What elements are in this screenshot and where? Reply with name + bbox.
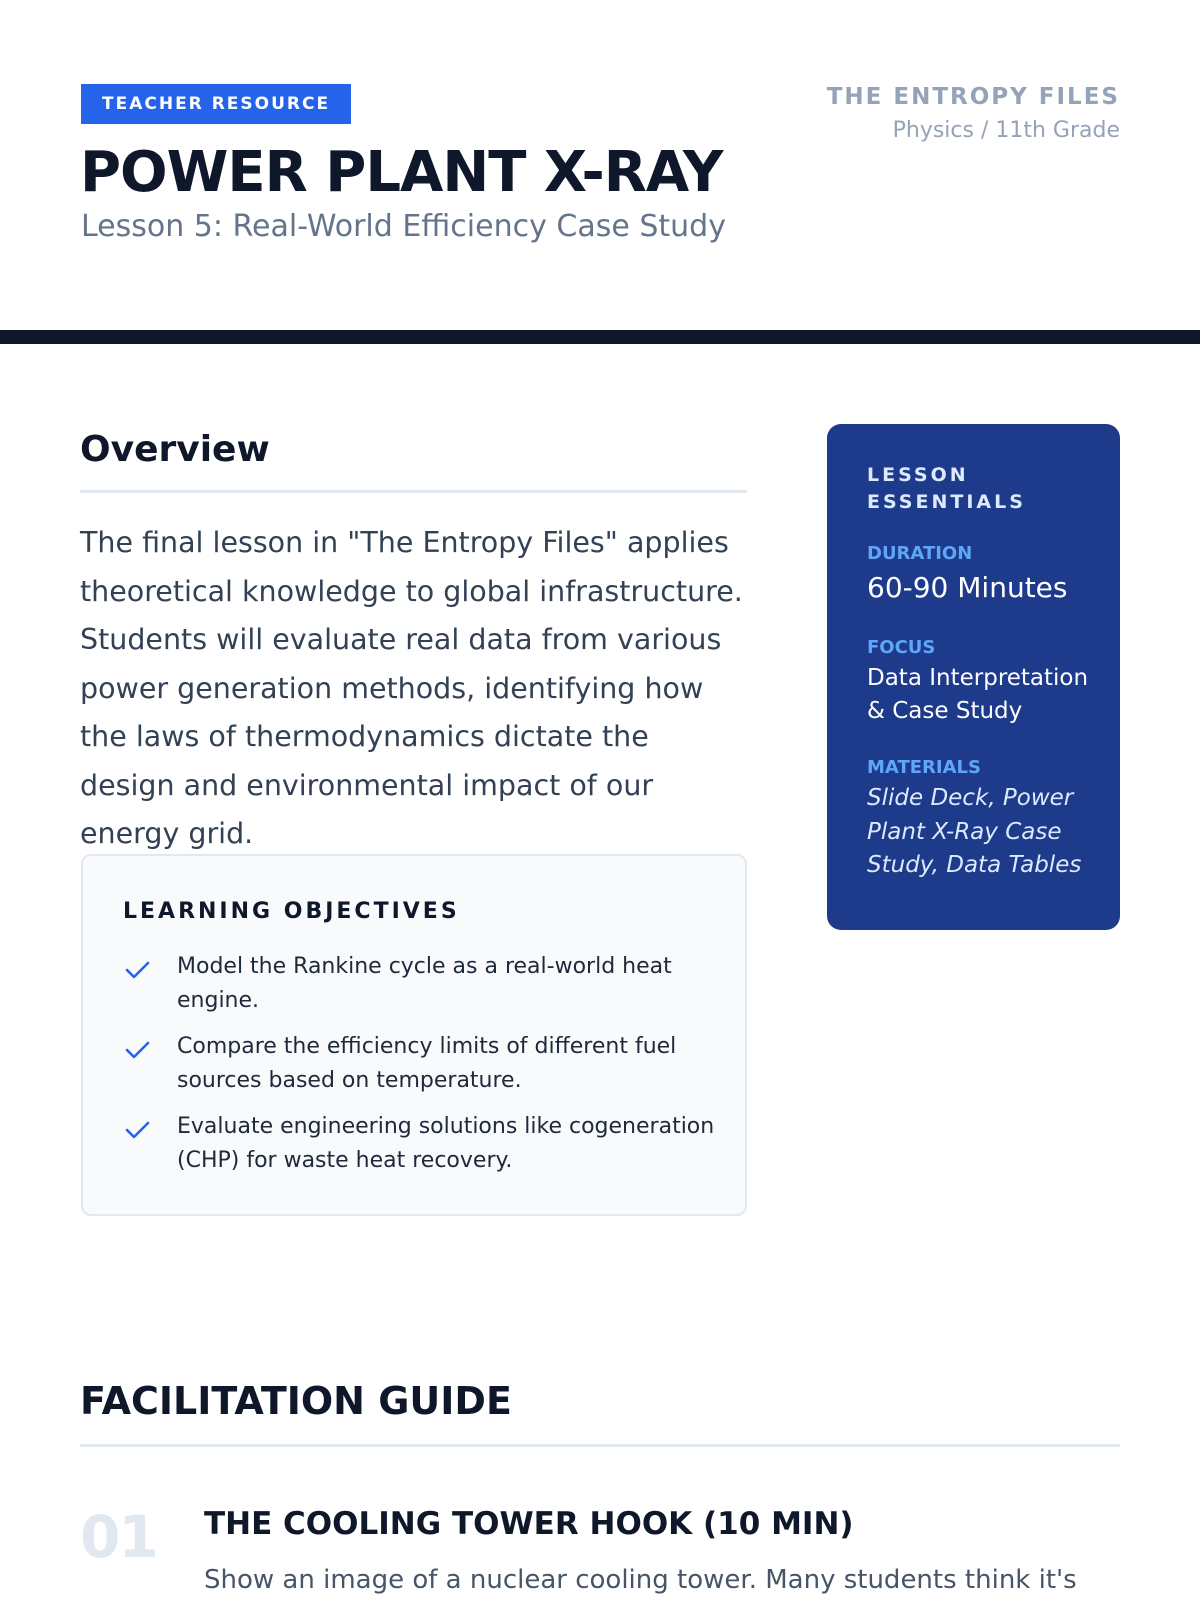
duration-label: DURATION <box>867 543 973 564</box>
materials-value: Slide Deck, Power Plant X-Ray Case Study, Data Tables <box>867 785 1082 878</box>
essentials-heading: LESSON ESSENTIALS <box>867 464 1026 513</box>
document-header <box>0 0 1200 330</box>
focus-label: FOCUS <box>867 637 936 658</box>
check-icon <box>123 1116 151 1144</box>
objective-text: Model the Rankine cycle as a real-world heat engine. <box>177 954 672 1013</box>
document-title: POWER PLANT X-RAY <box>80 140 723 205</box>
objective-text: Evaluate engineering solutions like cogeneration (CHP) for waste heat recovery. <box>177 1114 715 1173</box>
learning-objectives-box <box>81 854 747 1216</box>
step-number: 01 <box>80 1503 157 1571</box>
check-icon <box>123 956 151 984</box>
objective-item <box>123 1110 715 1177</box>
series-grade: Physics / 11th Grade <box>892 118 1120 143</box>
duration-value: 60-90 Minutes <box>867 571 1068 604</box>
overview-text: The final lesson in "The Entropy Files" applies theoretical knowledge to global infrastructure. Students will evaluate real data from various power generation methods, identifying how the laws of thermodynamics dictate the design and environmental impact of our energy grid. <box>80 526 743 850</box>
step-text: Show an image of a nuclear cooling tower. Many students think it's <box>204 1565 1077 1595</box>
lesson-essentials-card <box>827 424 1120 930</box>
facilitation-guide-section <box>80 1370 1120 1595</box>
focus-value: Data Interpretation & Case Study <box>867 665 1089 724</box>
objective-item <box>123 1030 715 1097</box>
series-info <box>827 80 1120 148</box>
materials-label: MATERIALS <box>867 757 981 778</box>
lesson-subtitle: Lesson 5: Real-World Efficiency Case Study <box>81 209 726 244</box>
objectives-heading: LEARNING OBJECTIVES <box>123 899 460 924</box>
teacher-resource-badge: TEACHER RESOURCE <box>81 84 351 124</box>
objective-item <box>123 950 715 1017</box>
check-icon <box>123 1036 151 1064</box>
objective-text: Compare the efficiency limits of different fuel sources based on temperature. <box>177 1034 677 1093</box>
header-divider <box>0 330 1200 344</box>
overview-section <box>80 420 747 859</box>
series-name: THE ENTROPY FILES <box>826 84 1120 110</box>
overview-heading: Overview <box>80 429 270 470</box>
step-title: THE COOLING TOWER HOOK (10 MIN) <box>204 1506 854 1542</box>
overview-divider <box>80 490 747 493</box>
facilitation-heading: FACILITATION GUIDE <box>80 1379 512 1423</box>
facilitation-divider <box>80 1444 1120 1447</box>
